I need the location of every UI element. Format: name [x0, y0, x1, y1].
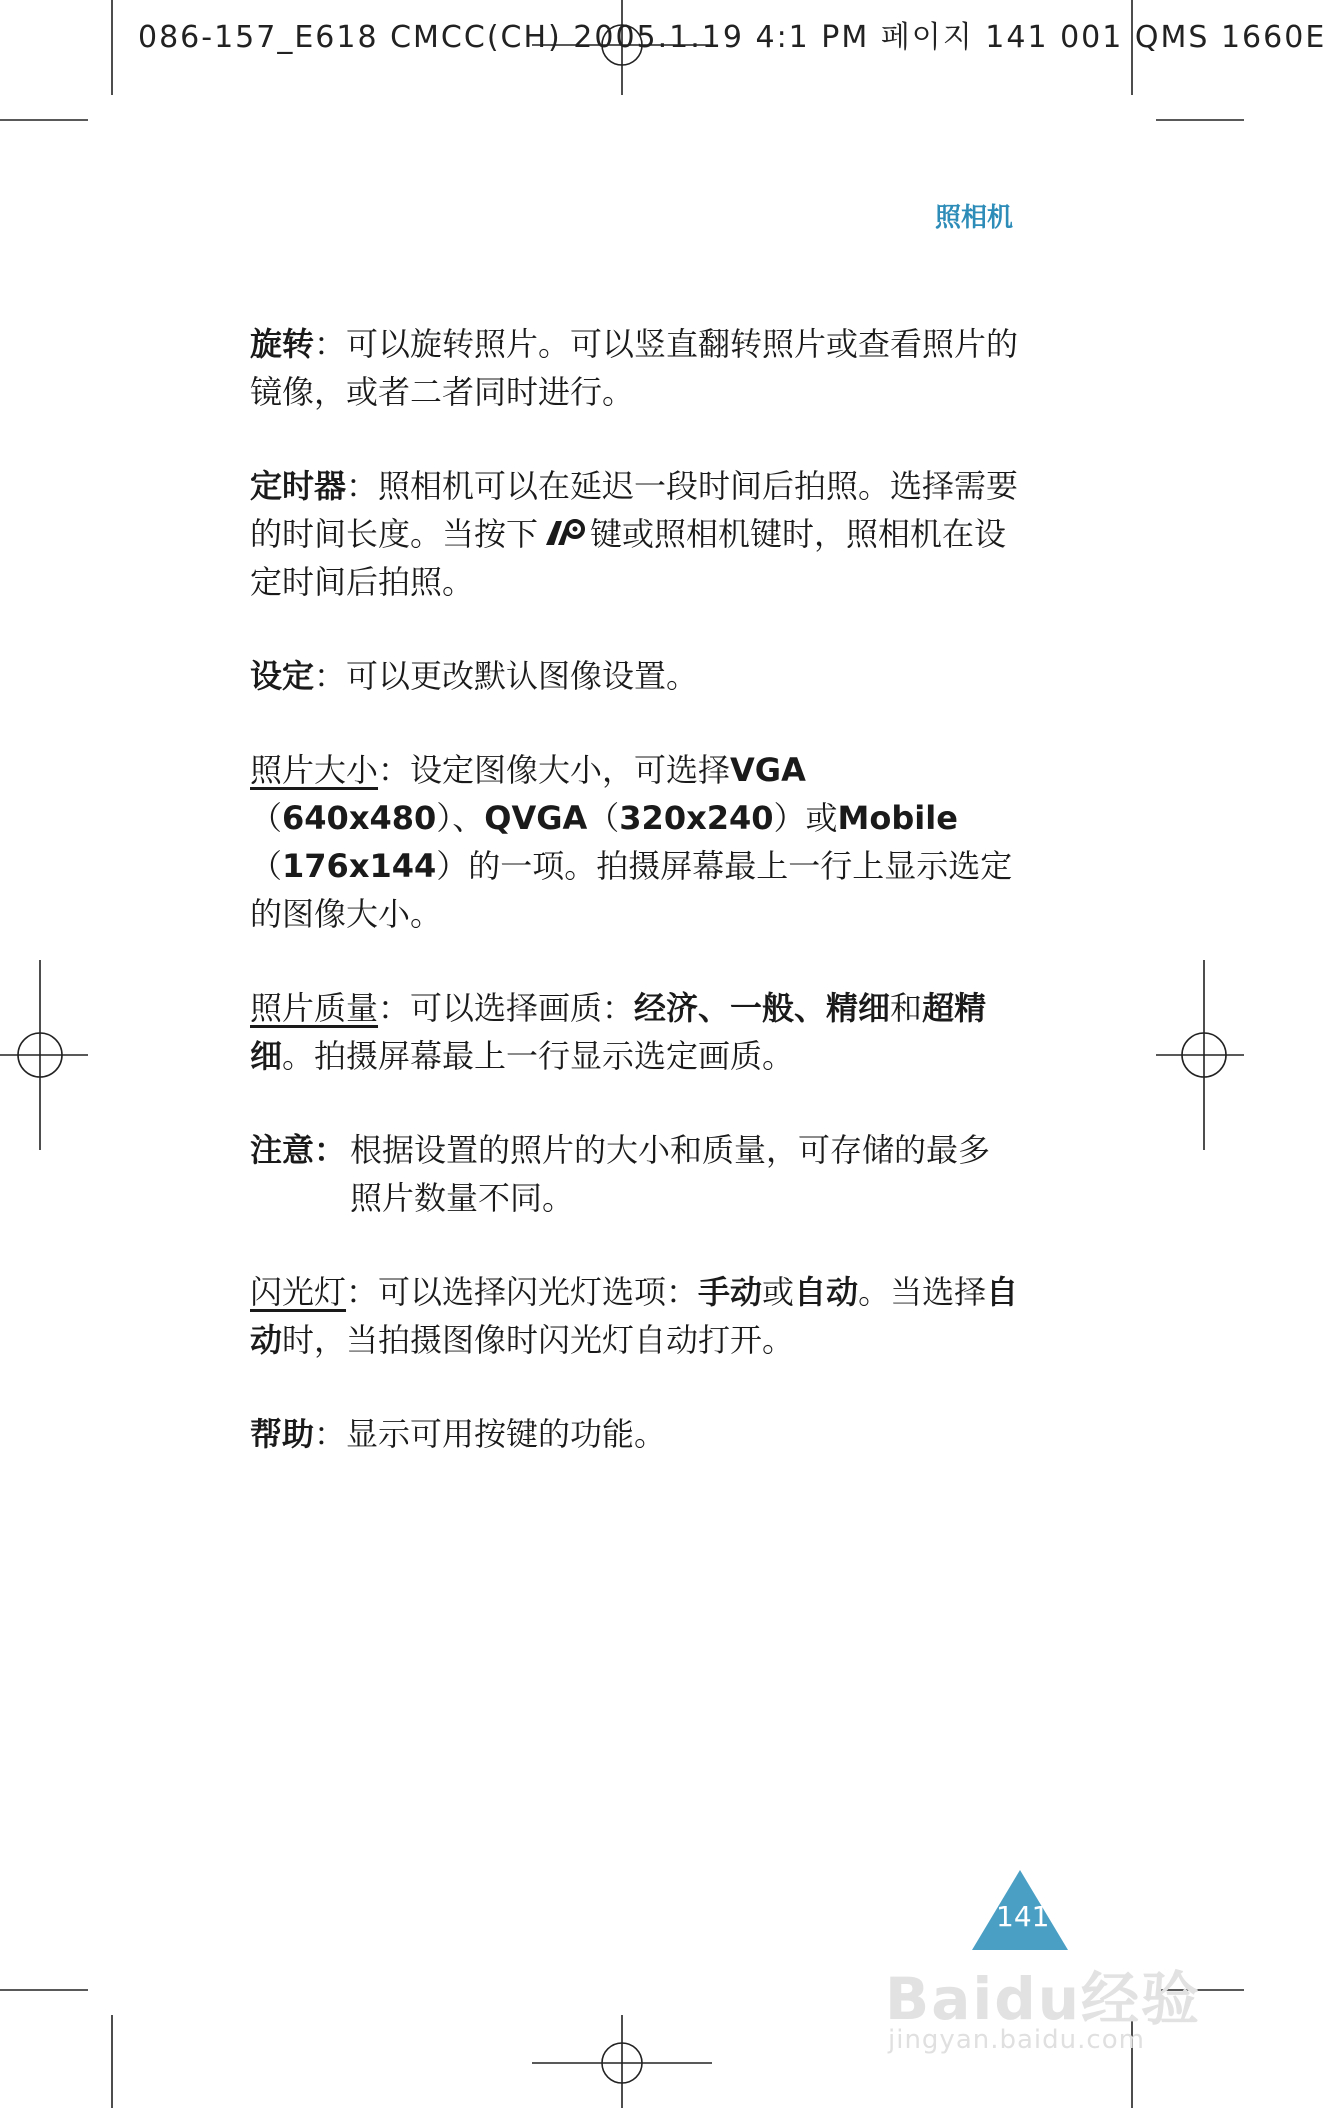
res-qvga: 320x240 [619, 799, 774, 837]
paren: （ [250, 847, 283, 885]
shutter-key-icon [542, 515, 586, 549]
item-text: ：照相机可以在延迟一段时间后拍照。选择需要的时间长度。当按下 [250, 467, 1019, 553]
item-text: ：可以旋转照片。可以竖直翻转照片或查看照片的镜像，或者二者同时进行。 [250, 325, 1019, 411]
sep: ）、 [436, 799, 485, 837]
item-photo-size [250, 746, 1020, 938]
note-label: 注意： [250, 1131, 347, 1169]
item-text-cont: 。当选择 [858, 1273, 987, 1311]
item-label: 照片大小 [250, 751, 379, 789]
flash-option-manual: 手动 [698, 1273, 763, 1311]
flash-option-auto-ref: 自动 [250, 1273, 1019, 1359]
note-block [250, 1126, 1020, 1222]
item-text-end: 时，当拍摄图像时闪光灯自动打开。 [282, 1321, 795, 1359]
item-text: ：设定图像大小，可选择 [378, 751, 731, 789]
item-text: ：可以选择画质： [378, 989, 635, 1027]
quality-options: 经济、一般、精细 [634, 989, 891, 1027]
item-text-cont: 。拍摄屏幕最上一行显示选定画质。 [282, 1037, 795, 1075]
quality-option-superfine: 超精细 [250, 989, 987, 1075]
option-vga: VGA [730, 751, 806, 789]
settings-list [250, 320, 1020, 1504]
baidu-watermark-logo: Baidu经验 [885, 1965, 1202, 2033]
sep: ）或 [773, 799, 838, 837]
conj: 和 [890, 989, 923, 1027]
print-slug: 086-157_E618 CMCC(CH) 2005.1.19 4:1 PM 페이지 141 001 QMS 1660E [138, 20, 1326, 55]
item-settings [250, 652, 1020, 700]
item-label: 定时器 [250, 467, 347, 505]
option-qvga: QVGA [484, 799, 588, 837]
paren: （ [250, 799, 283, 837]
note-text: 根据设置的照片的大小和质量，可存储的最多照片数量不同。 [350, 1131, 991, 1217]
item-text-cont: ）的一项。拍摄屏幕最上一行上显示选定的图像大小。 [250, 847, 1013, 933]
item-photo-quality [250, 984, 1020, 1080]
item-label: 帮助 [250, 1415, 315, 1453]
item-rotate [250, 320, 1020, 416]
item-text: ：可以选择闪光灯选项： [346, 1273, 699, 1311]
item-text-cont: 键或照相机键时，照相机在设定时间后拍照。 [250, 515, 1007, 601]
flash-option-auto: 自动 [794, 1273, 859, 1311]
item-text: ：显示可用按键的功能。 [314, 1415, 667, 1453]
item-label: 闪光灯 [250, 1273, 347, 1311]
res-mobile: 176x144 [282, 847, 437, 885]
item-flash [250, 1268, 1020, 1364]
item-label: 照片质量 [250, 989, 379, 1027]
item-timer [250, 462, 1020, 606]
item-label: 设定 [250, 657, 315, 695]
item-help [250, 1410, 1020, 1458]
paren: （ [587, 799, 620, 837]
baidu-watermark-url: jingyan.baidu.com [888, 2025, 1145, 2055]
section-title: 照相机 [935, 203, 1014, 233]
option-mobile: Mobile [837, 799, 958, 837]
item-text: ：可以更改默认图像设置。 [314, 657, 699, 695]
conj: 或 [762, 1273, 795, 1311]
res-vga: 640x480 [282, 799, 437, 837]
item-label: 旋转 [250, 325, 315, 363]
page-number: 141 [996, 1900, 1050, 1933]
